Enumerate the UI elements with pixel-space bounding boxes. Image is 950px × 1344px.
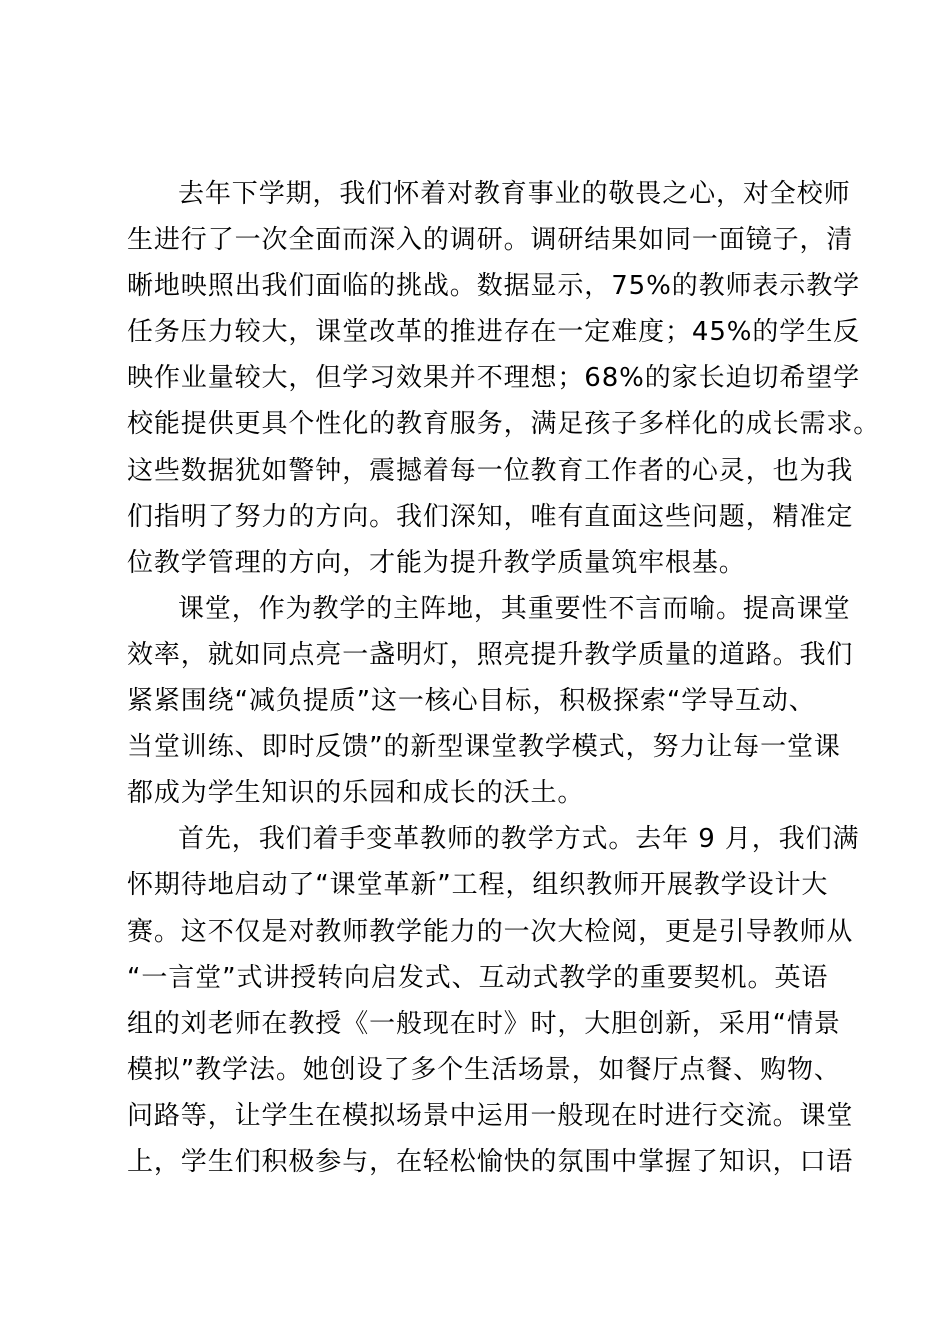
text-line: “一言堂”式讲授转向启发式、互动式教学的重要契机。英语 (127, 962, 829, 993)
text-line: 效率，就如同点亮一盏明灯，照亮提升教学质量的道路。我们 (127, 639, 854, 670)
text-line: 问路等，让学生在模拟场景中运用一般现在时进行交流。课堂 (127, 1100, 854, 1131)
paragraph-2 (127, 586, 854, 816)
text-line: 上，学生们积极参与，在轻松愉快的氛围中掌握了知识，口语 (127, 1146, 854, 1177)
paragraph-1 (127, 171, 881, 586)
text-line: 任务压力较大，课堂改革的推进存在一定难度；45%的学生反 (127, 317, 860, 348)
text-line: 位教学管理的方向，才能为提升教学质量筑牢根基。 (127, 547, 746, 578)
text-line: 们指明了努力的方向。我们深知，唯有直面这些问题，精准定 (127, 501, 854, 532)
text-line: 赛。这不仅是对教师教学能力的一次大检阅，更是引导教师从 (127, 916, 854, 947)
text-line: 怀期待地启动了“课堂革新”工程，组织教师开展教学设计大 (127, 870, 829, 901)
text-line: 校能提供更具个性化的教育服务，满足孩子多样化的成长需求。 (127, 409, 881, 440)
text-line: 映作业量较大，但学习效果并不理想；68%的家长迫切希望学 (127, 363, 860, 394)
text-line: 这些数据犹如警钟，震撼着每一位教育工作者的心灵，也为我 (127, 455, 854, 486)
text-line: 首先，我们着手变革教师的教学方式。去年 9 月，我们满 (178, 824, 860, 855)
text-line: 去年下学期，我们怀着对教育事业的敬畏之心，对全校师 (178, 179, 851, 209)
text-line: 当堂训练、即时反馈”的新型课堂教学模式，努力让每一堂课 (127, 732, 841, 763)
document-body (127, 171, 881, 1185)
text-line: 晰地映照出我们面临的挑战。数据显示，75%的教师表示教学 (127, 271, 860, 302)
text-line: 生进行了一次全面而深入的调研。调研结果如同一面镜子，清 (127, 225, 854, 256)
paragraph-3 (127, 816, 860, 1185)
text-line: 组的刘老师在教授《一般现在时》时，大胆创新，采用“情景 (127, 1008, 841, 1039)
text-line: 都成为学生知识的乐园和成长的沃土。 (127, 778, 585, 809)
text-line: 紧紧围绕“减负提质”这一核心目标，积极探索“学导互动、 (127, 686, 816, 717)
text-line: 课堂，作为教学的主阵地，其重要性不言而喻。提高课堂 (178, 593, 851, 624)
text-line: 模拟”教学法。她创设了多个生活场景，如餐厅点餐、购物、 (127, 1054, 841, 1085)
